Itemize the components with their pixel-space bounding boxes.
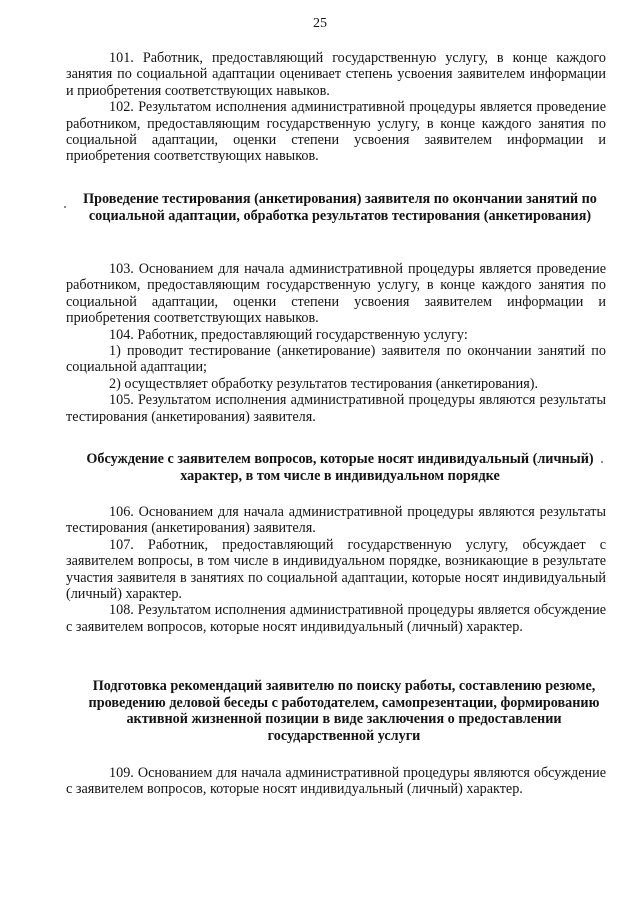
paragraph-102: 102. Результатом исполнения административной процедуры является проведение работником, предоставляющим государственную услугу, в конце каждого занятия по социальной адаптации, оценки степени усвоения заявителем информации и приобретения соответствующих навыков. (66, 99, 606, 165)
section-2 (66, 261, 606, 425)
section-heading-testing: Проведение тестирования (анкетирования) заявителя по окончании занятий по социальной адаптации, обработка результатов тестирования (анкетирования) (83, 191, 597, 224)
paragraph-107: 107. Работник, предоставляющий государственную услугу, обсуждает с заявителем вопросы, в том числе в индивидуальном порядке, возникающие в результате участия заявителя в занятиях по социальной адаптации, которые носят индивидуальный (личный) характер. (66, 536, 606, 603)
section-1 (66, 50, 606, 165)
paragraph-105: 105. Результатом исполнения административной процедуры являются результаты тестирования (анкетирования) заявителя. (66, 392, 606, 425)
paragraph-106: 106. Основанием для начала административной процедуры являются результаты тестирования (анкетирования) заявителя. (66, 504, 606, 537)
section-4 (66, 765, 606, 798)
paragraph-104-item-1: 1) проводит тестирование (анкетирование) заявителя по окончании занятий по социальной адаптации; (66, 343, 606, 376)
scan-speck (64, 206, 66, 208)
paragraph-109: 109. Основанием для начала административной процедуры являются обсуждение с заявителем вопросов, которые носят индивидуальный (личный) характер. (66, 765, 606, 798)
scan-speck (601, 461, 603, 463)
paragraph-108: 108. Результатом исполнения административной процедуры является обсуждение с заявителем вопросов, которые носят индивидуальный (личный) характер. (66, 602, 606, 635)
page-number: 25 (313, 16, 327, 31)
paragraph-103: 103. Основанием для начала административной процедуры является проведение работником, предоставляющим государственную услугу, в конце каждого занятия по социальной адаптации, оценки степени усвоения заявителем информации и приобретения соответствующих навыков. (66, 261, 606, 327)
section-heading-recommendations: Подготовка рекомендаций заявителю по поиску работы, составлению резюме, проведению деловой беседы с работодателем, самопрезентации, формированию активной жизненной позиции в виде заключения о предоставлении государственной услуги (88, 678, 600, 744)
paragraph-104-item-2: 2) осуществляет обработку результатов тестирования (анкетирования). (109, 375, 539, 392)
paragraph-104: 104. Работник, предоставляющий государственную услугу: (109, 326, 468, 343)
section-heading-discussion: Обсуждение с заявителем вопросов, которые носят индивидуальный (личный) характер, в том числе в индивидуальном порядке (86, 451, 594, 484)
section-3 (66, 504, 606, 635)
paragraph-101: 101. Работник, предоставляющий государственную услугу, в конце каждого занятия по социальной адаптации оценивает степень усвоения заявителем информации и приобретения соответствующих навыков. (66, 50, 606, 99)
